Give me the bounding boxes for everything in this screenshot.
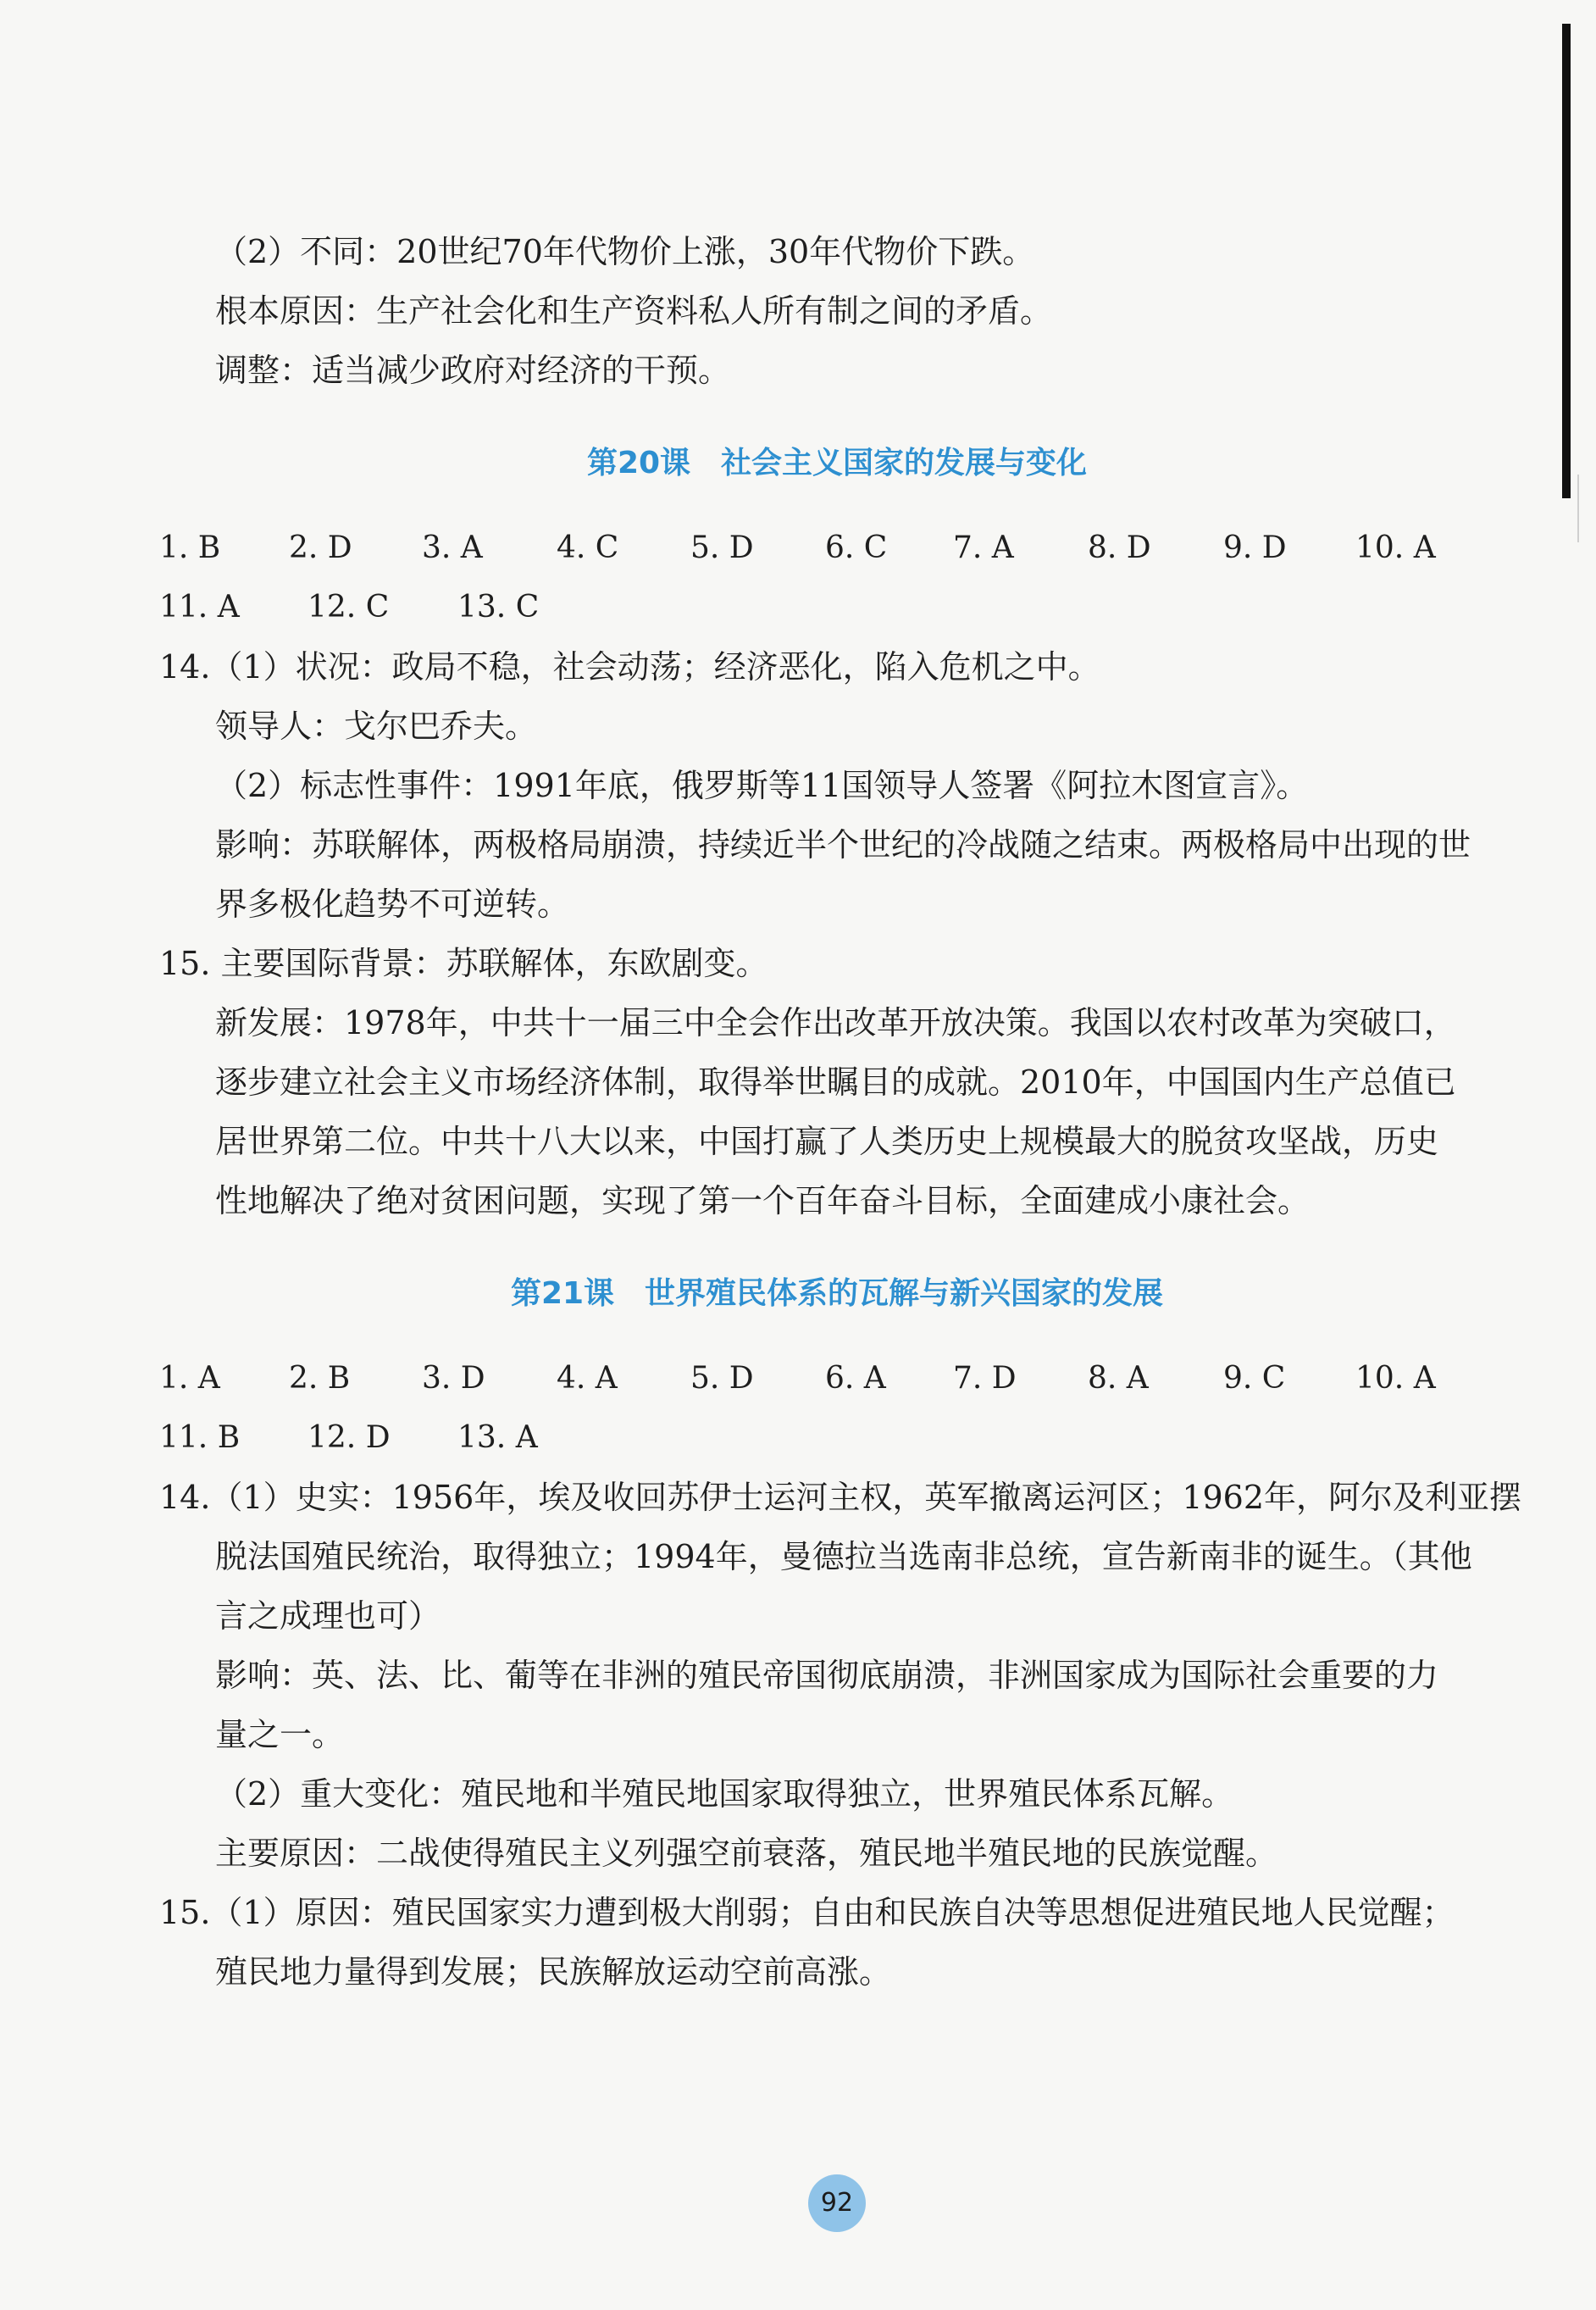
answer-line: 新发展：1978年，中共十一届三中全会作出改革开放决策。我国以农村改革为突破口，: [215, 1004, 1456, 1041]
answer-line: 性地解决了绝对贫困问题，实现了第一个百年奋斗目标，全面建成小康社会。: [215, 1182, 1311, 1219]
answer-line: 界多极化趋势不可逆转。: [215, 886, 570, 923]
page-number: 92: [808, 2174, 866, 2232]
answer-line: 影响：苏联解体，两极格局崩溃，持续近半个世纪的冷战随之结束。两极格局中出现的世: [215, 826, 1471, 863]
mc-answer: 2. B: [289, 1361, 351, 1396]
answer-line: 主要原因：二战使得殖民主义列强空前衰落，殖民地半殖民地的民族觉醒。: [215, 1835, 1278, 1872]
intro-line: 根本原因：生产社会化和生产资料私人所有制之间的矛盾。: [215, 292, 1053, 330]
answer-line: 量之一。: [215, 1716, 345, 1753]
mc-answers-row: [159, 578, 1515, 637]
scan-edge-bar: [1562, 24, 1571, 498]
mc-answer: 6. A: [825, 1361, 886, 1396]
mc-answer: 7. D: [953, 1361, 1017, 1396]
answer-line: 逐步建立社会主义市场经济体制，取得举世瞩目的成就。2010年，中国国内生产总值已: [215, 1063, 1456, 1101]
mc-answer: 8. D: [1088, 530, 1151, 565]
answer-line: 居世界第二位。中共十八大以来，中国打赢了人类历史上规模最大的脱贫攻坚战，历史: [215, 1123, 1439, 1160]
mc-answer: 13. C: [457, 590, 540, 625]
mc-answer: 1. A: [159, 1361, 220, 1396]
mc-answer: 3. D: [422, 1361, 485, 1396]
answer-line: 15.（1）原因：殖民国家实力遭到极大削弱；自由和民族自决等思想促进殖民地人民觉醒；: [159, 1894, 1455, 1931]
mc-answer: 5. D: [690, 530, 754, 565]
lesson-21-heading: 第21课 世界殖民体系的瓦解与新兴国家的发展: [510, 1276, 1164, 1311]
mc-answer: 7. A: [953, 530, 1014, 565]
intro-line: 调整：适当减少政府对经济的干预。: [215, 352, 731, 389]
answer-line: 14.（1）状况：政局不稳，社会动荡；经济恶化，陷入危机之中。: [159, 648, 1100, 686]
answer-line: 领导人：戈尔巴乔夫。: [215, 708, 538, 745]
mc-answers-row: [159, 519, 1515, 578]
answer-line: 14.（1）史实：1956年，埃及收回苏伊士运河主权，英军撤离运河区；1962年，阿尔及利亚摆: [159, 1479, 1522, 1516]
mc-answer: 6. C: [825, 530, 888, 565]
mc-answers-row: [159, 1408, 1515, 1468]
mc-answer: 13. A: [457, 1420, 538, 1455]
mc-answer: 2. D: [289, 530, 352, 565]
mc-answer: 10. A: [1355, 1361, 1436, 1396]
mc-answer: 1. B: [159, 530, 221, 565]
mc-answer: 4. A: [557, 1361, 618, 1396]
answer-line: 殖民地力量得到发展；民族解放运动空前高涨。: [215, 1953, 892, 1991]
mc-answer: 11. A: [159, 590, 240, 625]
mc-answer: 8. A: [1088, 1361, 1149, 1396]
mc-answer: 12. D: [308, 1420, 391, 1455]
mc-answer: 11. B: [159, 1420, 241, 1455]
answer-line: 15. 主要国际背景：苏联解体，东欧剧变。: [159, 945, 768, 982]
answer-line: （2）标志性事件：1991年底，俄罗斯等11国领导人签署《阿拉木图宣言》。: [215, 767, 1309, 804]
mc-answer: 9. D: [1223, 530, 1287, 565]
scan-edge-mark: [1577, 475, 1579, 542]
mc-answer: 5. D: [690, 1361, 754, 1396]
mc-answer: 4. C: [557, 530, 619, 565]
mc-answer: 9. C: [1223, 1361, 1286, 1396]
mc-answer: 3. A: [422, 530, 483, 565]
mc-answer: 12. C: [308, 590, 390, 625]
answer-page: [159, 222, 1522, 2002]
mc-answers-row: [159, 1349, 1515, 1408]
answer-line: 脱法国殖民统治，取得独立；1994年，曼德拉当选南非总统，宣告新南非的诞生。（其他: [215, 1538, 1472, 1575]
answer-line: 影响：英、法、比、葡等在非洲的殖民帝国彻底崩溃，非洲国家成为国际社会重要的力: [215, 1657, 1439, 1694]
intro-line: （2）不同：20世纪70年代物价上涨，30年代物价下跌。: [215, 233, 1035, 270]
lesson-20-heading: 第20课 社会主义国家的发展与变化: [586, 446, 1088, 480]
answer-line: （2）重大变化：殖民地和半殖民地国家取得独立，世界殖民体系瓦解。: [215, 1775, 1234, 1813]
answer-line: 言之成理也可）: [215, 1597, 441, 1635]
mc-answer: 10. A: [1355, 530, 1436, 565]
